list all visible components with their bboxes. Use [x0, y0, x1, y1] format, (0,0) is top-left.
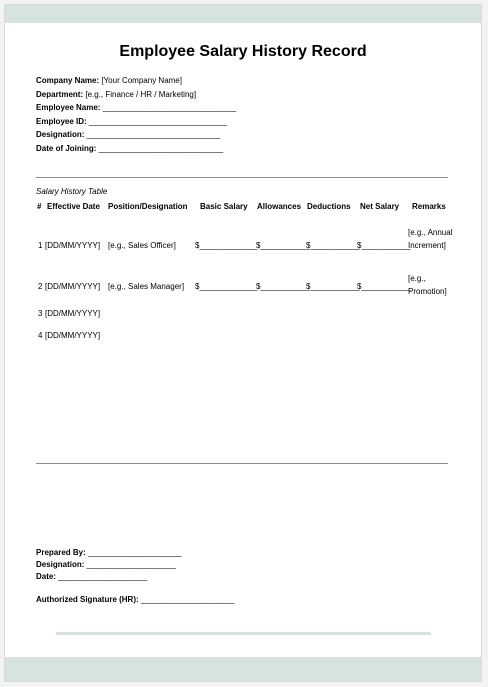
- header-remarks: Remarks: [412, 202, 446, 211]
- position-cell: [e.g., Sales Officer]: [108, 241, 176, 250]
- section-divider: [36, 177, 448, 178]
- row-number: 3: [38, 309, 43, 318]
- company-name-row: [36, 74, 236, 88]
- authorized-signature-field: _____________________: [138, 595, 235, 604]
- effective-date-cell: [DD/MM/YYYY]: [45, 309, 101, 318]
- header-number: #: [37, 202, 42, 211]
- net-salary-cell: $___________: [357, 241, 411, 250]
- employee-info-block: [36, 74, 236, 156]
- effective-date-cell: [DD/MM/YYYY]: [45, 331, 101, 340]
- prepared-by-row: [36, 548, 181, 557]
- company-name-value: [Your Company Name]: [99, 76, 182, 85]
- deductions-cell: $___________: [306, 282, 360, 291]
- designation-label: Designation:: [36, 130, 85, 140]
- remarks-cell: [e.g., Annual Increment]: [408, 228, 453, 250]
- date-of-joining-field: ____________________________: [96, 143, 224, 153]
- employee-name-label: Employee Name:: [36, 103, 101, 113]
- designation-row: [36, 128, 236, 142]
- footer-rule: [56, 632, 431, 635]
- allowances-cell: $___________: [256, 241, 310, 250]
- position-cell: [e.g., Sales Manager]: [108, 282, 185, 291]
- employee-id-field: _______________________________: [86, 116, 227, 126]
- row-number: 2: [38, 282, 43, 291]
- row-number: 4: [38, 331, 43, 340]
- signoff-designation-row: [36, 560, 176, 569]
- header-position: Position/Designation: [108, 202, 188, 211]
- department-value: [e.g., Finance / HR / Marketing]: [83, 89, 197, 99]
- allowances-cell: $___________: [256, 282, 310, 291]
- header-effective-date: Effective Date: [47, 202, 100, 211]
- header-net-salary: Net Salary: [360, 202, 400, 211]
- document-page: [4, 4, 482, 682]
- remarks-cell: [e.g., Promotion]: [408, 274, 447, 296]
- employee-name-row: [36, 101, 236, 115]
- prepared-by-field: _____________________: [85, 548, 182, 557]
- department-label: Department:: [36, 89, 84, 99]
- authorized-signature-label: Authorized Signature (HR):: [36, 595, 139, 604]
- signoff-date-label: Date:: [36, 572, 57, 581]
- header-deductions: Deductions: [307, 202, 351, 211]
- employee-id-label: Employee ID:: [36, 116, 87, 126]
- header-band: [5, 5, 481, 23]
- employee-id-row: [36, 115, 236, 129]
- signoff-date-field: ____________________: [56, 572, 148, 581]
- designation-field: ______________________________: [84, 130, 221, 140]
- row-number: 1: [38, 241, 43, 250]
- net-salary-cell: $___________: [357, 282, 411, 291]
- signoff-date-row: [36, 572, 147, 581]
- page-title: Employee Salary History Record: [119, 43, 367, 60]
- prepared-by-label: Prepared By:: [36, 548, 86, 557]
- company-name-label: Company Name:: [36, 76, 100, 85]
- date-of-joining-label: Date of Joining:: [36, 143, 97, 153]
- section-divider: [36, 463, 448, 464]
- effective-date-cell: [DD/MM/YYYY]: [45, 282, 101, 291]
- header-allowances: Allowances: [257, 202, 302, 211]
- basic-salary-cell: $_____________: [195, 282, 258, 291]
- table-title: Salary History Table: [36, 187, 108, 196]
- signoff-designation-label: Designation:: [36, 560, 85, 569]
- basic-salary-cell: $_____________: [195, 241, 258, 250]
- date-of-joining-row: [36, 142, 236, 156]
- header-basic-salary: Basic Salary: [200, 202, 248, 211]
- employee-name-field: ______________________________: [100, 103, 237, 113]
- deductions-cell: $___________: [306, 241, 360, 250]
- authorized-signature-row: [36, 595, 234, 604]
- signoff-designation-field: ____________________: [84, 560, 176, 569]
- footer-band: [5, 657, 481, 681]
- effective-date-cell: [DD/MM/YYYY]: [45, 241, 101, 250]
- department-row: [36, 88, 236, 102]
